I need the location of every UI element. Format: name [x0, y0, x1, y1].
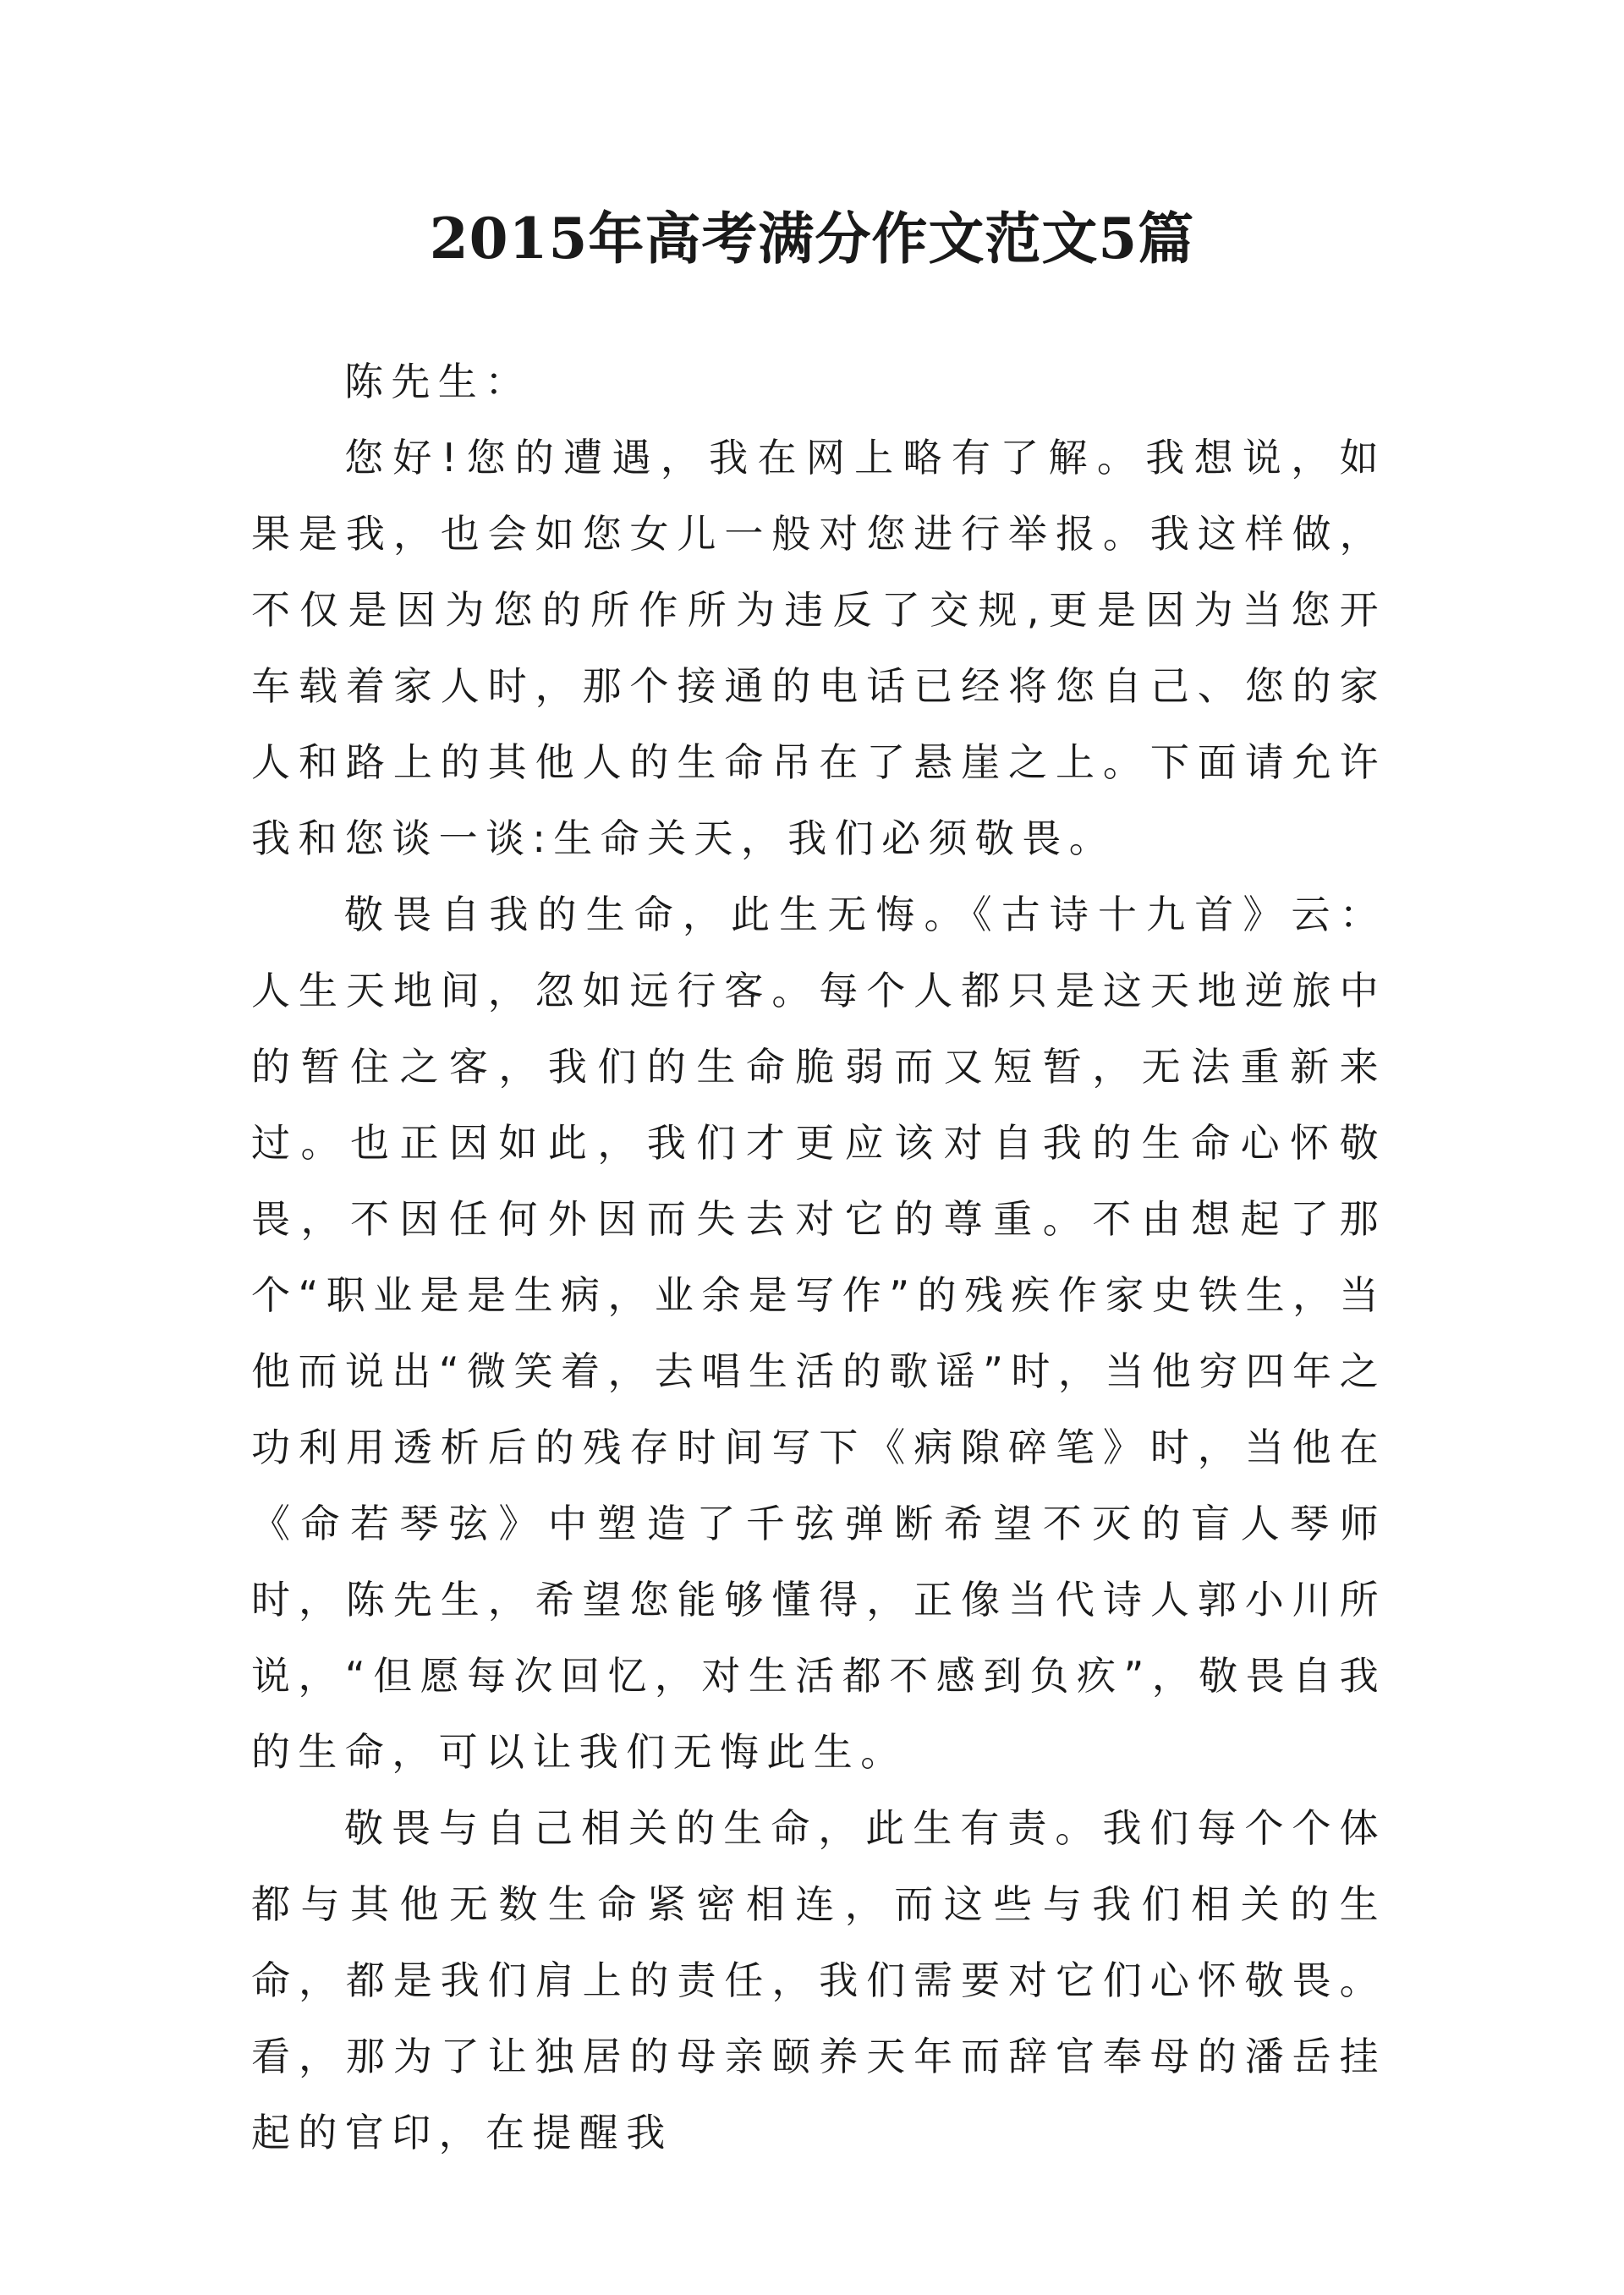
paragraph: 您好!您的遭遇，我在网上略有了解。我想说，如果是我，也会如您女儿一般对您进行举报。我这样做，不仅是因为您的所作所为违反了交规,更是因为当您开车载着家人时，那个接通的电话已经将您自己、您的家人和路上的其他人的生命吊在了悬崖之上。下面请允许我和您谈一谈:生命关天，我们必须敬畏。 [251, 435, 1386, 861]
salutation: 陈先生： [344, 359, 532, 404]
paragraph: 敬畏与自己相关的生命，此生有责。我们每个个体都与其他无数生命紧密相连，而这些与我们相关的生命，都是我们肩上的责任，我们需要对它们心怀敬畏。看，那为了让独居的母亲颐养天年而辞官奉母的潘岳挂起的官印，在提醒我 [251, 1805, 1386, 2155]
paragraph: 敬畏自我的生命，此生无悔。《古诗十九首》云：人生天地间，忽如远行客。每个人都只是这天地逆旅中的暂住之客，我们的生命脆弱而又短暂，无法重新来过。也正因如此，我们才更应该对自我的生命心怀敬畏，不因任何外因而失去对它的尊重。不由想起了那个“职业是是生病，业余是写作”的残疾作家史铁生，当他而说出“微笑着，去唱生活的歌谣”时，当他穷四年之功利用透析后的残存时间写下《病隙碎笔》时，当他在《命若琴弦》中塑造了千弦弹断希望不灭的盲人琴师时，陈先生，希望您能够懂得，正像当代诗人郭小川所说，“但愿每次回忆，对生活都不感到负疚”，敬畏自我的生命，可以让我们无悔此生。 [251, 892, 1386, 1775]
document-body [251, 343, 1386, 2171]
document-title: 2015年高考满分作文范文5篇 [429, 206, 1195, 272]
